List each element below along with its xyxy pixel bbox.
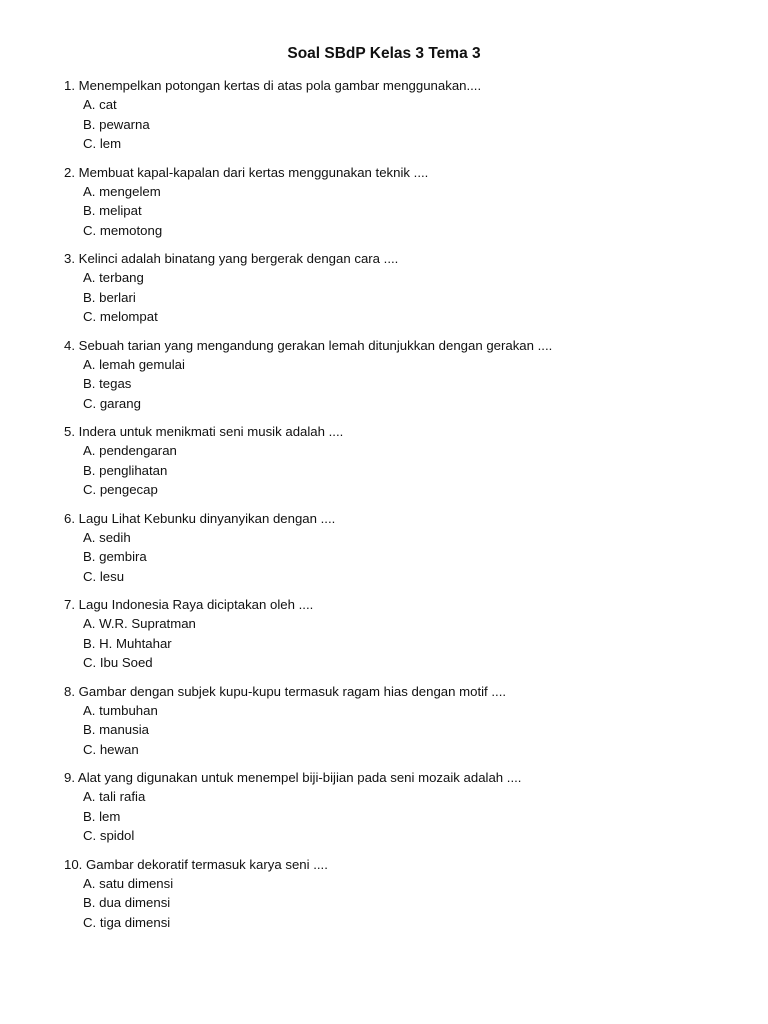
answer-option: B. manusia xyxy=(83,722,149,738)
question-item xyxy=(64,768,744,855)
answer-option: C. tiga dimensi xyxy=(83,914,171,930)
answer-option: A. lemah gemulai xyxy=(83,356,185,372)
question-text: 5. Indera untuk menikmati seni musik adalah .... xyxy=(64,424,344,439)
answer-option: A. W.R. Supratman xyxy=(83,616,196,632)
answer-option: B. pewarna xyxy=(83,116,150,132)
question-item xyxy=(64,163,744,250)
answer-option: A. tali rafia xyxy=(83,789,146,805)
answer-option: B. penglihatan xyxy=(83,462,168,478)
answer-option: B. gembira xyxy=(83,549,147,565)
answer-option: A. tumbuhan xyxy=(83,702,158,718)
question-item xyxy=(64,422,744,509)
question-text: 2. Membuat kapal-kapalan dari kertas menggunakan teknik .... xyxy=(64,164,429,180)
question-item xyxy=(64,855,744,942)
answer-option: C. lesu xyxy=(83,568,125,584)
answer-option: B. tegas xyxy=(83,376,132,392)
question-item xyxy=(64,682,744,769)
answer-option: B. berlari xyxy=(83,289,136,305)
answer-option: C. lem xyxy=(83,136,122,152)
answer-option: A. cat xyxy=(83,97,117,113)
answer-option: B. melipat xyxy=(83,203,142,219)
answer-option: C. spidol xyxy=(83,828,135,844)
answer-option: C. melompat xyxy=(83,309,158,325)
answer-option: C. hewan xyxy=(83,741,139,757)
question-text: 9. Alat yang digunakan untuk menempel biji-bijian pada seni mozaik adalah .... xyxy=(64,770,522,785)
question-item xyxy=(64,509,744,596)
answer-option: C. pengecap xyxy=(83,482,158,498)
answer-option: A. satu dimensi xyxy=(83,875,174,891)
answer-option: A. mengelem xyxy=(83,183,161,199)
question-item xyxy=(64,336,744,423)
answer-option: A. pendengaran xyxy=(83,443,177,459)
answer-option: B. H. Muhtahar xyxy=(83,635,172,651)
answer-option: A. terbang xyxy=(83,270,144,286)
question-item xyxy=(64,249,744,336)
question-text: 8. Gambar dengan subjek kupu-kupu termasuk ragam hias dengan motif .... xyxy=(64,683,507,699)
question-text: 1. Menempelkan potongan kertas di atas pola gambar menggunakan.... xyxy=(64,78,482,93)
question-text: 7. Lagu Indonesia Raya diciptakan oleh .... xyxy=(64,597,314,612)
answer-option: A. sedih xyxy=(83,529,131,545)
answer-option: B. dua dimensi xyxy=(83,895,171,911)
question-list xyxy=(64,76,744,941)
answer-option: C. garang xyxy=(83,395,141,411)
document-title: Soal SBdP Kelas 3 Tema 3 xyxy=(287,45,481,62)
question-text: 4. Sebuah tarian yang mengandung gerakan lemah ditunjukkan dengan gerakan .... xyxy=(64,337,553,353)
question-item xyxy=(64,595,744,682)
answer-option: C. Ibu Soed xyxy=(83,655,153,671)
question-item xyxy=(64,76,744,163)
question-text: 10. Gambar dekoratif termasuk karya seni .... xyxy=(64,856,328,872)
answer-option: B. lem xyxy=(83,808,121,824)
question-text: 3. Kelinci adalah binatang yang bergerak dengan cara .... xyxy=(64,251,399,266)
answer-option: C. memotong xyxy=(83,222,163,238)
question-text: 6. Lagu Lihat Kebunku dinyanyikan dengan .... xyxy=(64,510,336,526)
